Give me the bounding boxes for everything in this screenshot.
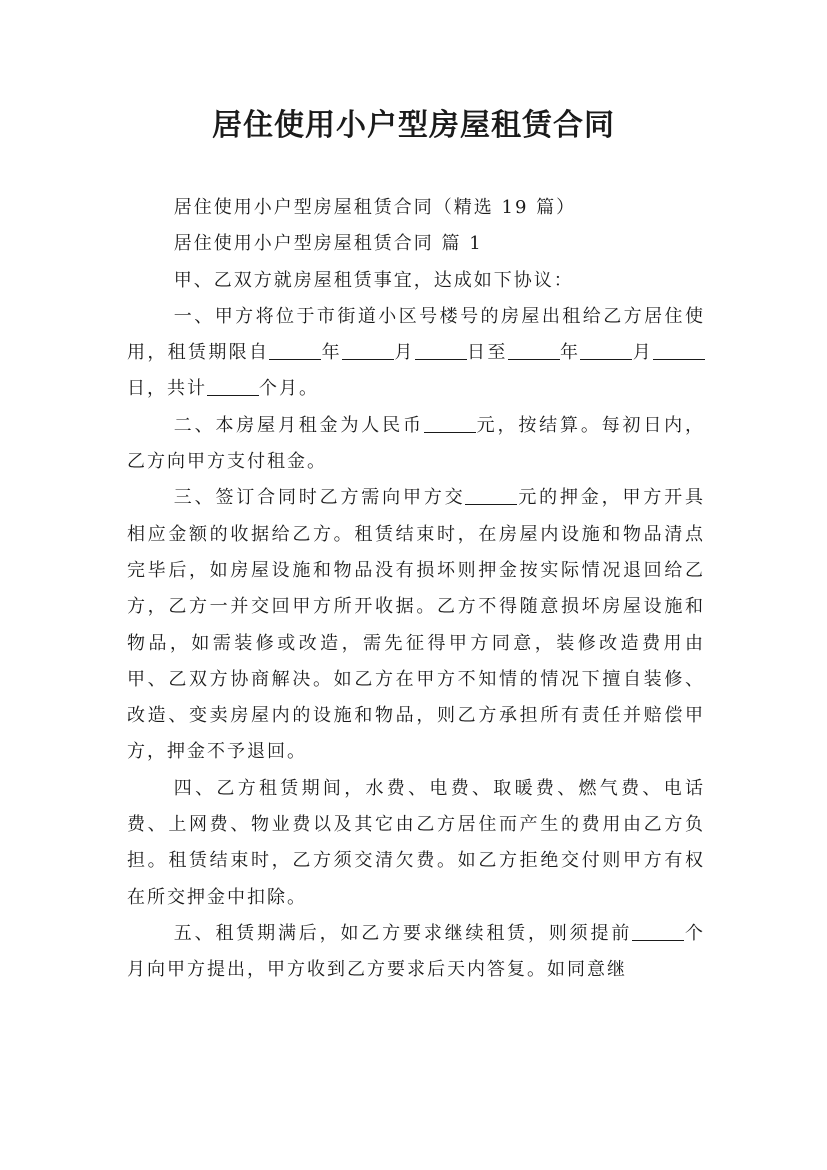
clause-2-text: 元，按结算。每初日内，乙方向甲方支付租金。 <box>127 414 706 473</box>
clause-1-text: 年 <box>321 342 343 364</box>
clause-1-text: 日，共计 <box>127 378 207 400</box>
subtitle: 居住使用小户型房屋租赁合同（精选 19 篇） <box>173 197 577 218</box>
document-body <box>127 190 705 989</box>
blank-line <box>653 341 705 360</box>
blank-line <box>269 341 321 360</box>
blank-line <box>207 377 259 396</box>
clause-3-text: 元的押金，甲方开具相应金额的收据给乙方。租赁结束时，在房屋内设施和物品清点完毕后，如房屋设施和物品没有损坏则押金按实际情况退回给乙方，乙方一并交回甲方所开收据。乙方不得随意损坏房屋设施和物品，如需装修或改造，需先征得甲方同意，装修改造费用由甲、乙双方协商解决。如乙方在甲方不知情的情况下擅自装修、改造、变卖房屋内的设施和物品，则乙方承担所有责任并赔偿甲方，押金不予退回。 <box>127 487 705 763</box>
blank-line <box>580 341 632 360</box>
clause-2 <box>127 408 705 481</box>
clause-1 <box>127 299 705 408</box>
blank-line <box>465 486 517 505</box>
clause-1-text: 月 <box>394 342 415 364</box>
blank-line <box>508 341 560 360</box>
clause-1-text: 月 <box>632 342 654 364</box>
clause-3 <box>127 480 705 770</box>
intro-paragraph: 甲、乙双方就房屋租赁事宜，达成如下协议： <box>173 269 574 291</box>
clause-2-text: 二、本房屋月租金为人民币 <box>173 414 424 436</box>
clause-1-text: 一、甲方将位于市街道小区号楼号的房屋出租给乙方居住使用，租赁期限自 <box>127 305 705 364</box>
document-title: 居住使用小户型房屋租赁合同 <box>212 108 615 143</box>
clause-4: 四、乙方租赁期间，水费、电费、取暖费、燃气费、电话费、上网费、物业费以及其它由乙方居住而产生的费用由乙方负担。租赁结束时，乙方须交清欠费。如乙方拒绝交付则甲方有权在所交押金中扣除。 <box>127 777 705 908</box>
clause-1-text: 日至 <box>466 342 508 364</box>
clause-5 <box>127 916 705 989</box>
blank-line <box>342 341 394 360</box>
blank-line <box>415 341 467 360</box>
section-heading: 居住使用小户型房屋租赁合同 篇 1 <box>173 233 483 255</box>
blank-line <box>632 922 684 941</box>
clause-5-text: 个月向甲方提出，甲方收到乙方要求后天内答复。如同意继 <box>127 922 706 981</box>
clause-5-text: 五、租赁期满后，如乙方要求继续租赁，则须提前 <box>173 922 633 944</box>
clause-1-text: 个月。 <box>259 378 319 400</box>
clause-1-text: 年 <box>559 342 581 364</box>
clause-3-text: 三、签订合同时乙方需向甲方交 <box>173 487 466 509</box>
blank-line <box>424 414 476 433</box>
